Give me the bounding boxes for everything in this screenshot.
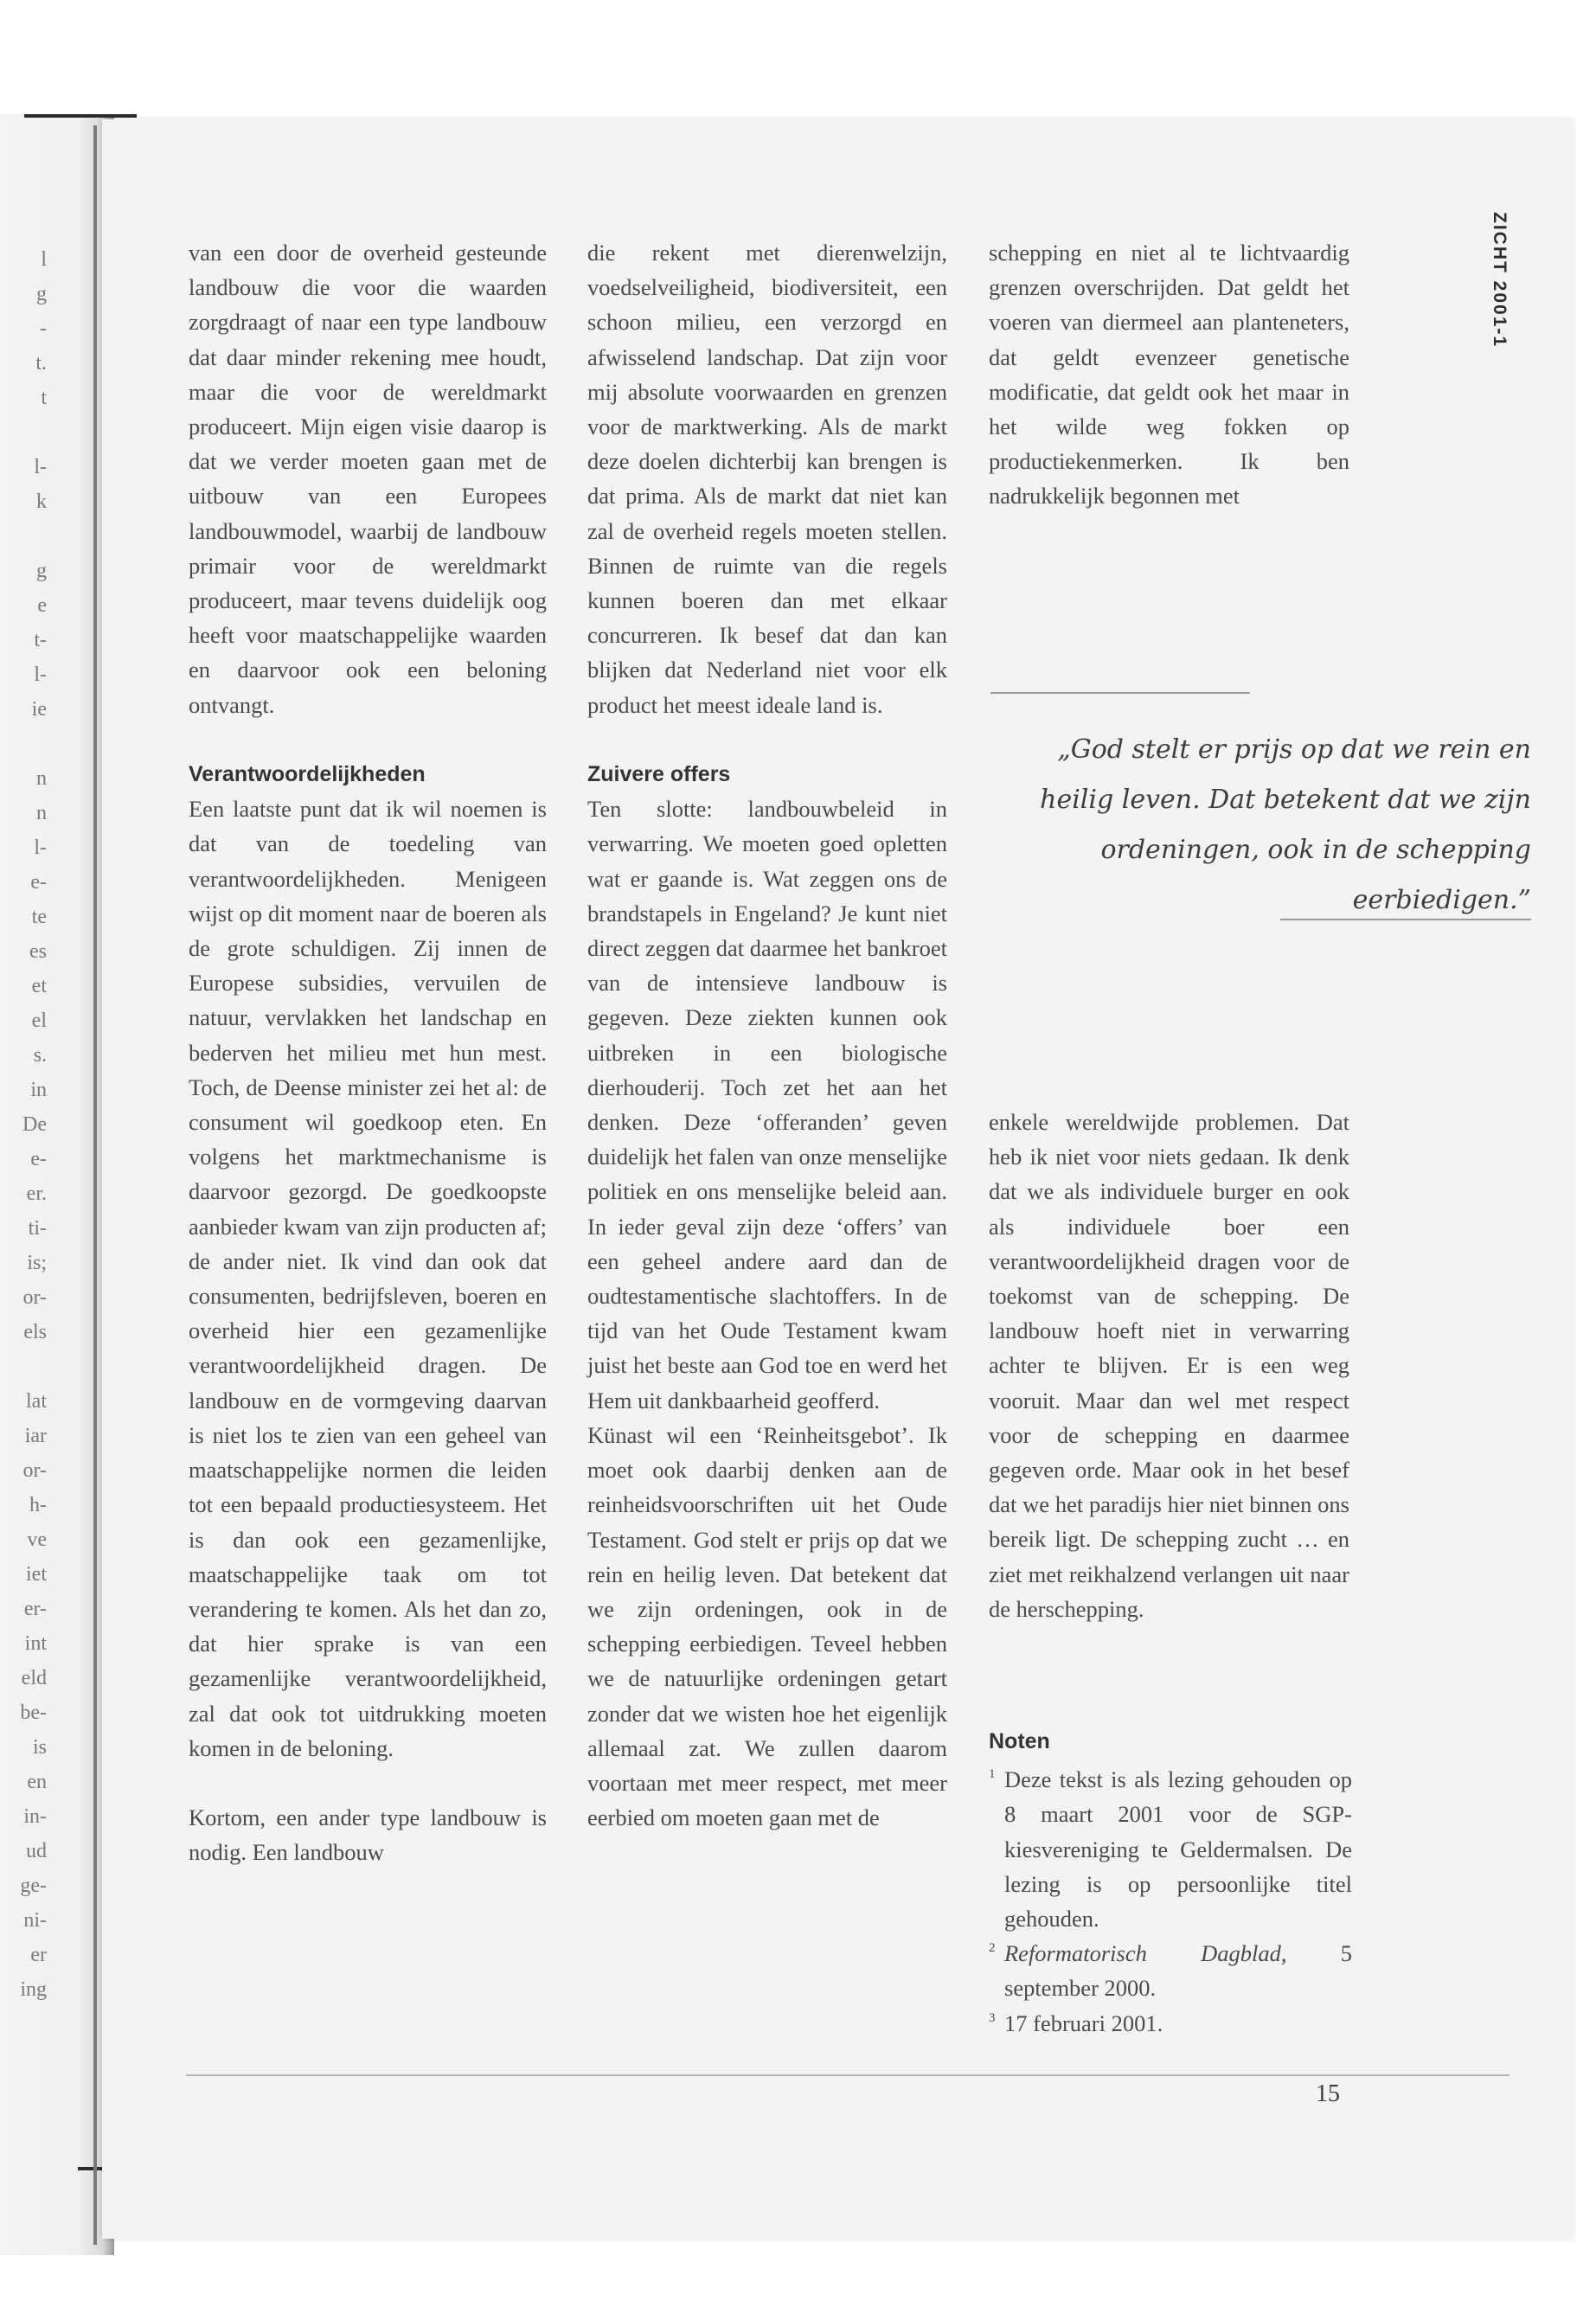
previous-page-fragment: [3, 519, 47, 554]
previous-page-fragment: ing: [20, 1978, 47, 2001]
previous-page-fragment: ud: [26, 1840, 47, 1862]
column-2: [587, 235, 947, 1835]
col2-intro: die rekent met dierenwelzijn, voedselveiligheid, biodiversiteit, een schoon milieu, een verzorgd en afwisselend landschap. Dat zijn voor mij absolute voorwaarden en grenzen voor de marktwerking. Als de markt deze doelen dichterbij kan brengen is dat prima. Als de markt dat niet kan zal de overheid regels moeten stellen. Binnen de ruimte van die regels kunnen boeren dan met elkaar concurreren. Ik besef dat dan kan blijken dat Nederland niet voor elk product het meest ideale land is.: [587, 240, 947, 718]
notes-heading: Noten: [989, 1729, 1050, 1753]
column-1: [189, 235, 547, 1870]
previous-page-fragment: t: [41, 387, 47, 409]
previous-page-fragment: l: [41, 248, 47, 271]
previous-page-fragment: ve: [27, 1529, 47, 1551]
previous-page-fragment: be-: [20, 1702, 47, 1724]
previous-page-fragment: er.: [26, 1183, 47, 1205]
previous-page-fragment: iet: [26, 1563, 47, 1586]
previous-page-fragment: int: [24, 1632, 47, 1655]
col1-intro: van een door de overheid gesteunde landbouw die voor die waarden zorgdraagt of naar een type landbouw dat daar minder rekening mee houdt, maar die voor de wereldmarkt produceert. Mijn eigen visie daarop is dat we verder moeten gaan met de uitbouw van een Europees landbouwmodel, waarbij de landbouw primair voor de wereldmarkt produceert, maar tevens duidelijk oog heeft voor maatschappelijke waarden en daarvoor ook een beloning ontvangt.: [189, 240, 547, 718]
col3-intro: schepping en niet al te lichtvaardig grenzen overschrijden. Dat geldt het voeren van diermeel aan planteneters, dat geldt evenzeer genetische modificatie, dat geldt ook het maar in het wilde weg fokken op productiekenmerken. Ik ben nadrukkelijk begonnen met: [989, 240, 1349, 510]
col2-body-1: Ten slotte: landbouwbeleid in verwarring. We moeten goed opletten wat er gaande is. Wat zeggen ons de brandstapels in Engeland? Je kunt niet direct zeggen dat daarmee het bankroet van de intensieve landbouw is gegeven. Deze ziekten kunnen ook uitbreken in een biologische dierhouderij. Toch zet het aan het denken. Deze ‘offeranden’ geven duidelijk het falen van onze menselijke politiek en ons menselijke beleid aan. In ieder geval zijn deze ‘offers’ van een geheel andere aard dan de oudtestamentische slachtoffers. In de tijd van het Oude Testament kwam juist het beste aan God toe en werd het Hem uit dankbaarheid geofferd.: [587, 796, 947, 1413]
heading-verantwoordelijkheden: Verantwoordelijkheden: [189, 762, 426, 787]
note-1: 1 Deze tekst is als lezing gehouden op 8 maart 2001 voor de SGP-kiesvereniging te Geldermalsen. De lezing is op persoonlijke titel gehouden.: [989, 1766, 1352, 1932]
footer-rule: [186, 2074, 1509, 2076]
previous-page-fragment: [3, 727, 47, 761]
previous-page-fragment: t.: [35, 352, 47, 375]
previous-page-fragment: et: [31, 975, 47, 997]
previous-page-fragment: er: [30, 1944, 47, 1966]
col1-closing: Kortom, een ander type landbouw is nodig. Een landbouw: [189, 1804, 547, 1866]
previous-page-fragments: [3, 242, 47, 2007]
column-3: [989, 235, 1349, 514]
previous-page-fragment: -: [40, 317, 47, 340]
previous-page-fragment: ti-: [28, 1217, 47, 1240]
note-2-title: Reformatorisch Dagblad: [1004, 1940, 1281, 1967]
previous-page-fragment: els: [23, 1321, 47, 1343]
previous-page-fragment: ie: [31, 698, 47, 721]
previous-page-fragment: er-: [23, 1598, 47, 1620]
note-3: 3 17 februari 2001.: [989, 2009, 1163, 2036]
previous-page-fragment: or-: [22, 1286, 47, 1309]
col2-body-2: Künast wil een ‘Reinheitsgebot’. Ik moet ook daarbij denken aan de reinheidsvoorschriften uit het Oude Testament. God stelt er prijs op dat we rein en heilig leven. Dat betekent dat we zijn ordeningen, ook in de schepping eerbiedigen. Teveel hebben we de natuurlijke ordeningen getart zonder dat we wisten hoe het eigenlijk allemaal zat. We zullen daarom voortaan met meer respect, met meer eerbied om moeten gaan met de: [587, 1421, 947, 1831]
spine-top-mark: [24, 114, 137, 118]
col3-body: enkele wereldwijde problemen. Dat heb ik niet voor niets gedaan. Ik denk dat we als individuele burger en ook als individuele boer een verantwoordelijkheid dragen voor de toekomst van de schepping. De landbouw hoeft niet in verwarring achter te blijven. Er is een weg vooruit. Maar dan wel met respect voor de schepping en daarmee gegeven orde. Maar ook in het besef dat we het paradijs hier niet binnen ons bereik ligt. De schepping zucht … en ziet met reikhalzend verlangen uit naar de herschepping.: [989, 1109, 1349, 1622]
previous-page-fragment: e: [37, 594, 47, 617]
previous-page-fragment: t-: [34, 629, 47, 651]
spine-edge: [93, 125, 97, 2245]
pullquote-top-rule: [990, 692, 1250, 694]
previous-page-fragment: k: [36, 490, 47, 513]
previous-page-fragment: in-: [23, 1805, 47, 1828]
previous-page-fragment: l-: [34, 836, 47, 859]
previous-page-fragment: lat: [26, 1390, 47, 1413]
previous-page-fragment: eld: [21, 1667, 47, 1689]
previous-page-fragment: g: [36, 283, 47, 305]
previous-page-fragment: in: [30, 1079, 47, 1101]
previous-page-fragment: [3, 415, 47, 450]
previous-page-fragment: l-: [34, 663, 47, 686]
notes-section: [989, 1724, 1352, 2041]
pullquote-bottom-rule: [1280, 919, 1531, 920]
previous-page-fragment: l-: [34, 456, 47, 478]
previous-page-fragment: iar: [24, 1425, 47, 1447]
previous-page-fragment: n: [36, 802, 47, 824]
previous-page-fragment: s.: [33, 1044, 47, 1067]
note-2: 2 Reformatorisch Dagblad, 5 september 2000.: [989, 1940, 1352, 2002]
previous-page-fragment: is: [32, 1736, 47, 1759]
previous-page-fragment: es: [29, 940, 47, 963]
running-head: ZICHT 2001-1: [1490, 212, 1509, 349]
previous-page-fragment: is;: [27, 1252, 47, 1274]
previous-page-fragment: ni-: [23, 1909, 47, 1932]
page-number: 15: [1316, 2080, 1340, 2107]
previous-page-fragment: e-: [30, 871, 47, 894]
previous-page-fragment: en: [27, 1771, 47, 1793]
previous-page-fragment: el: [31, 1009, 47, 1032]
previous-page-fragment: te: [31, 906, 47, 928]
previous-page-fragment: or-: [22, 1459, 47, 1482]
previous-page-fragment: [3, 1349, 47, 1384]
previous-page-fragment: h-: [29, 1494, 47, 1516]
previous-page-fragment: n: [36, 767, 47, 790]
previous-page-fragment: e-: [30, 1148, 47, 1170]
previous-page-fragment: ge-: [20, 1875, 47, 1897]
pullquote: „God stelt er prijs op dat we rein en heilig leven. Dat betekent dat we zijn ordeningen, ook in de schepping eerbiedigen.”: [1040, 734, 1531, 915]
previous-page-fragment: g: [36, 560, 47, 582]
column-3-continued: [989, 1105, 1349, 1626]
col1-body: Een laatste punt dat ik wil noemen is dat van de toedeling van verantwoordelijkheden. Menigeen wijst op dit moment naar de boeren als de grote schuldigen. Zij innen de Europese subsidies, vervuilen de natuur, vervlakken het landschap en bederven het milieu met hun mest. Toch, de Deense minister zei het al: de consument wil goedkoop eten. En volgens het marktmechanisme is daarvoor gezorgd. De goedkoopste aanbieder kwam van zijn producten af; de ander niet. Ik vind dan ook dat consumenten, bedrijfsleven, boeren en overheid hier een gezamenlijke verantwoordelijkheid dragen. De landbouw en de vormgeving daarvan is niet los te zien van een geheel van maatschappelijke normen die leiden tot een bepaald productiesysteem. Het is dan ook een gezamenlijke, maatschappelijke taak om tot verandering te komen. Als het dan zo, dat hier sprake is van een gezamenlijke verantwoordelijkheid, zal dat ook tot uitdrukking moeten komen in de beloning.: [189, 796, 547, 1761]
previous-page-fragment: De: [22, 1113, 47, 1136]
heading-zuivere-offers: Zuivere offers: [587, 762, 731, 787]
